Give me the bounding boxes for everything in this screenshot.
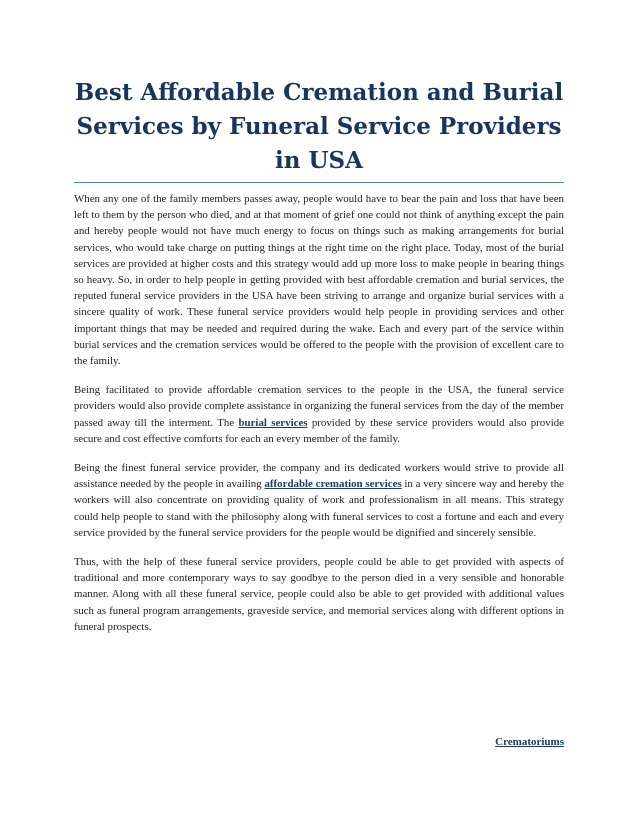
paragraph-3 — [74, 460, 564, 541]
affordable-cremation-services-link[interactable]: affordable cremation services — [264, 478, 402, 491]
paragraph-2 — [74, 382, 564, 447]
paragraph-2-text-start: Being facilitated to provide affordable cremation services to the people in the USA, the funeral service providers would also provide complete assistance in organizing the funeral services from the day of the member passed away till the interment. The — [74, 384, 564, 429]
document-body — [74, 191, 564, 648]
burial-services-link[interactable]: burial services — [238, 416, 308, 429]
paragraph-4: Thus, with the help of these funeral service providers, people could be able to get provided with aspects of traditional and more contemporary ways to say goodbye to the person died in a very sensible and honorable manner. Along with all these funeral service, people could also be able to get provided with additional values such as funeral program arrangements, graveside service, and memorial services along with different options in funeral prospects. — [74, 556, 564, 633]
page-title: Best Affordable Cremation and Burial Services by Funeral Service Providers in USA — [74, 79, 564, 174]
title-divider — [74, 182, 564, 183]
paragraph-3-text-end: in a very sincere way and hereby the workers will also concentrate on providing quality of work and professionalism in all means. This strategy could help people to stand with the philosophy along with funeral services to cost a fortune and each and every service provided by the funeral service providers for the people would be dignified and sincerely sensible. — [74, 478, 564, 539]
paragraph-1: When any one of the family members passes away, people would have to bear the pain and loss that have been left to them by the person who died, and at that moment of grief one could not think of anything except the pain and hereby people would not have much energy to focus on things such as making arrangements for burial services, who would take charge on putting things at the right time on the right place. Today, most of the burial services are provided at higher costs and this strategy would add up more loss to make people in bearing things so heavy. So, in order to help people in getting provided with best affordable cremation and burial services, the reputed funeral service providers in the USA have been striving to arrange and organize burial services with a sincere quality of work. These funeral service providers would help people in providing services and other important things that may be needed and required during the wake. Each and every part of the service within burial services and the cremation services would be offered to the people with the provision of excellent care to the family. — [74, 193, 564, 368]
paragraph-2-text-end: provided by these service providers would also provide secure and cost effective comforts for each an every member of the family. — [74, 416, 564, 445]
paragraph-3-text-start: Being the finest funeral service provider, the company and its dedicated workers would strive to provide all assistance needed by the people in availing — [74, 462, 564, 491]
crematoriums-link[interactable]: Crematoriums — [495, 736, 564, 748]
